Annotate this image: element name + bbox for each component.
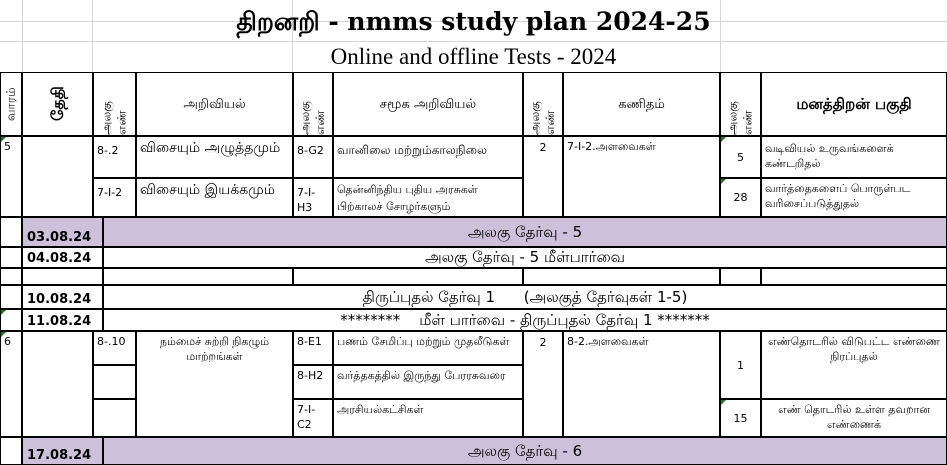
header-mat: மனத்திறன் பகுதி (761, 72, 947, 136)
week5-date-cell (22, 136, 93, 217)
row-r5-text: அலகு தேர்வு - 6 (103, 437, 947, 465)
header-date: தேதி (22, 72, 93, 136)
blank-row-cell (293, 268, 523, 285)
week5-mat2-unit: 28 (720, 178, 761, 217)
week6-sci-unit-empty (93, 399, 136, 437)
row-r2-date: 04.08.24 (22, 247, 103, 268)
header-unit-no-social: அலகு எண் (293, 72, 333, 136)
row-r3-week-cell (0, 285, 22, 309)
week5-math-unit: 2 (523, 136, 563, 217)
header-science: அறிவியல் (136, 72, 293, 136)
week6-math-topic: 8-2.அளவைகள் (563, 331, 720, 437)
week5-soc1-unit: 8-G2 (293, 136, 333, 178)
week5-sci2-unit: 7-I-2 (93, 178, 136, 217)
row-r5-week-cell (0, 437, 22, 465)
header-unit-no-mat: அலகு எண் (720, 72, 761, 136)
week5-soc2-topic: தென்னிந்திய புதிய அரசுகள் பிற்காலச் சோழர்களும் (333, 178, 523, 217)
week6-mat2-topic: எண் தொடரில் உள்ள தவறான எண்ணைக் (761, 399, 947, 437)
week5-mat1-unit: 5 (720, 136, 761, 178)
header-unit-no-science: அலகு எண் (93, 72, 136, 136)
blank-row-cell (761, 268, 947, 285)
week5-mat2-topic: வார்த்தைகளைப் பொருள்பட வரிசைப்படுத்துதல் (761, 178, 947, 217)
blank-row-cell (0, 268, 22, 285)
week5-sci2-topic: விசையும் இயக்கமும் (136, 178, 293, 217)
week6-date-cell (22, 331, 93, 437)
week5-sci1-topic: விசையும் அழுத்தமும் (136, 136, 293, 178)
header-social: சமூக அறிவியல் (333, 72, 523, 136)
header-week: வாரம் (0, 72, 22, 136)
row-r1-week-cell (0, 217, 22, 247)
row-r3-text: திருப்புதல் தேர்வு 1 (அலகுத் தேர்வுகள் 1-5) (103, 285, 947, 309)
week5-soc2-unit: 7-I-H3 (293, 178, 333, 217)
row-r5-date: 17.08.24 (22, 437, 103, 465)
week6-sci-topic: நம்மைச் சுற்றி நிகழும் மாற்றங்கள் (136, 331, 293, 437)
week5-mat1-topic: வடிவியல் உருவங்களைக் கண்டறிதல் (761, 136, 947, 178)
week6-sci-unit: 8-.10 (93, 331, 136, 365)
week6-sci-unit-empty (93, 365, 136, 399)
header-maths: கணிதம் (563, 72, 720, 136)
row-r1-date: 03.08.24 (22, 217, 103, 247)
week6-mat1-topic: எண்தொடரில் விடுபட்ட எண்ணை நிரப்புதல் (761, 331, 947, 399)
week6-soc3-unit: 7-I-C2 (293, 399, 333, 437)
row-r4-week-cell (0, 309, 22, 331)
row-r4-text: ******** மீள் பார்வை - திருப்புதல் தேர்வு 1 ******* (103, 309, 947, 331)
header-unit-no-maths: அலகு எண் (523, 72, 563, 136)
row-r2-text: அலகு தேர்வு - 5 மீள்பார்வை (103, 247, 947, 268)
week6-mat1-unit: 1 (720, 331, 761, 399)
row-r4-date: 11.08.24 (22, 309, 103, 331)
week6-soc1-unit: 8-E1 (293, 331, 333, 365)
row-r2-week-cell (0, 247, 22, 268)
week5-math-topic: 7-I-2.அளவைகள் (563, 136, 720, 217)
week6-soc3-topic: அரசியல்கட்சிகள் (333, 399, 523, 437)
week6-math-unit: 2 (523, 331, 563, 437)
blank-row-cell (103, 268, 293, 285)
week6-week-no: 6 (0, 331, 22, 437)
week6-soc2-unit: 8-H2 (293, 365, 333, 399)
row-r3-date: 10.08.24 (22, 285, 103, 309)
blank-row-cell (523, 268, 720, 285)
week5-sci1-unit: 8-.2 (93, 136, 136, 178)
week5-week-no: 5 (0, 136, 22, 217)
week5-soc1-topic: வானிலை மற்றும்காலநிலை (333, 136, 523, 178)
week6-soc2-topic: வர்த்தகத்தில் இருந்து பேரரசுவரை (333, 365, 523, 399)
week6-mat2-unit: 15 (720, 399, 761, 437)
page-title: திறனறி - nmms study plan 2024-25 (236, 7, 711, 36)
blank-row-cell (720, 268, 761, 285)
row-r1-text: அலகு தேர்வு - 5 (103, 217, 947, 247)
week6-soc1-topic: பணம் சேமிப்பு மற்றும் முதலீடுகள் (333, 331, 523, 365)
page-subtitle: Online and offline Tests - 2024 (330, 44, 617, 69)
blank-row-cell (22, 268, 103, 285)
